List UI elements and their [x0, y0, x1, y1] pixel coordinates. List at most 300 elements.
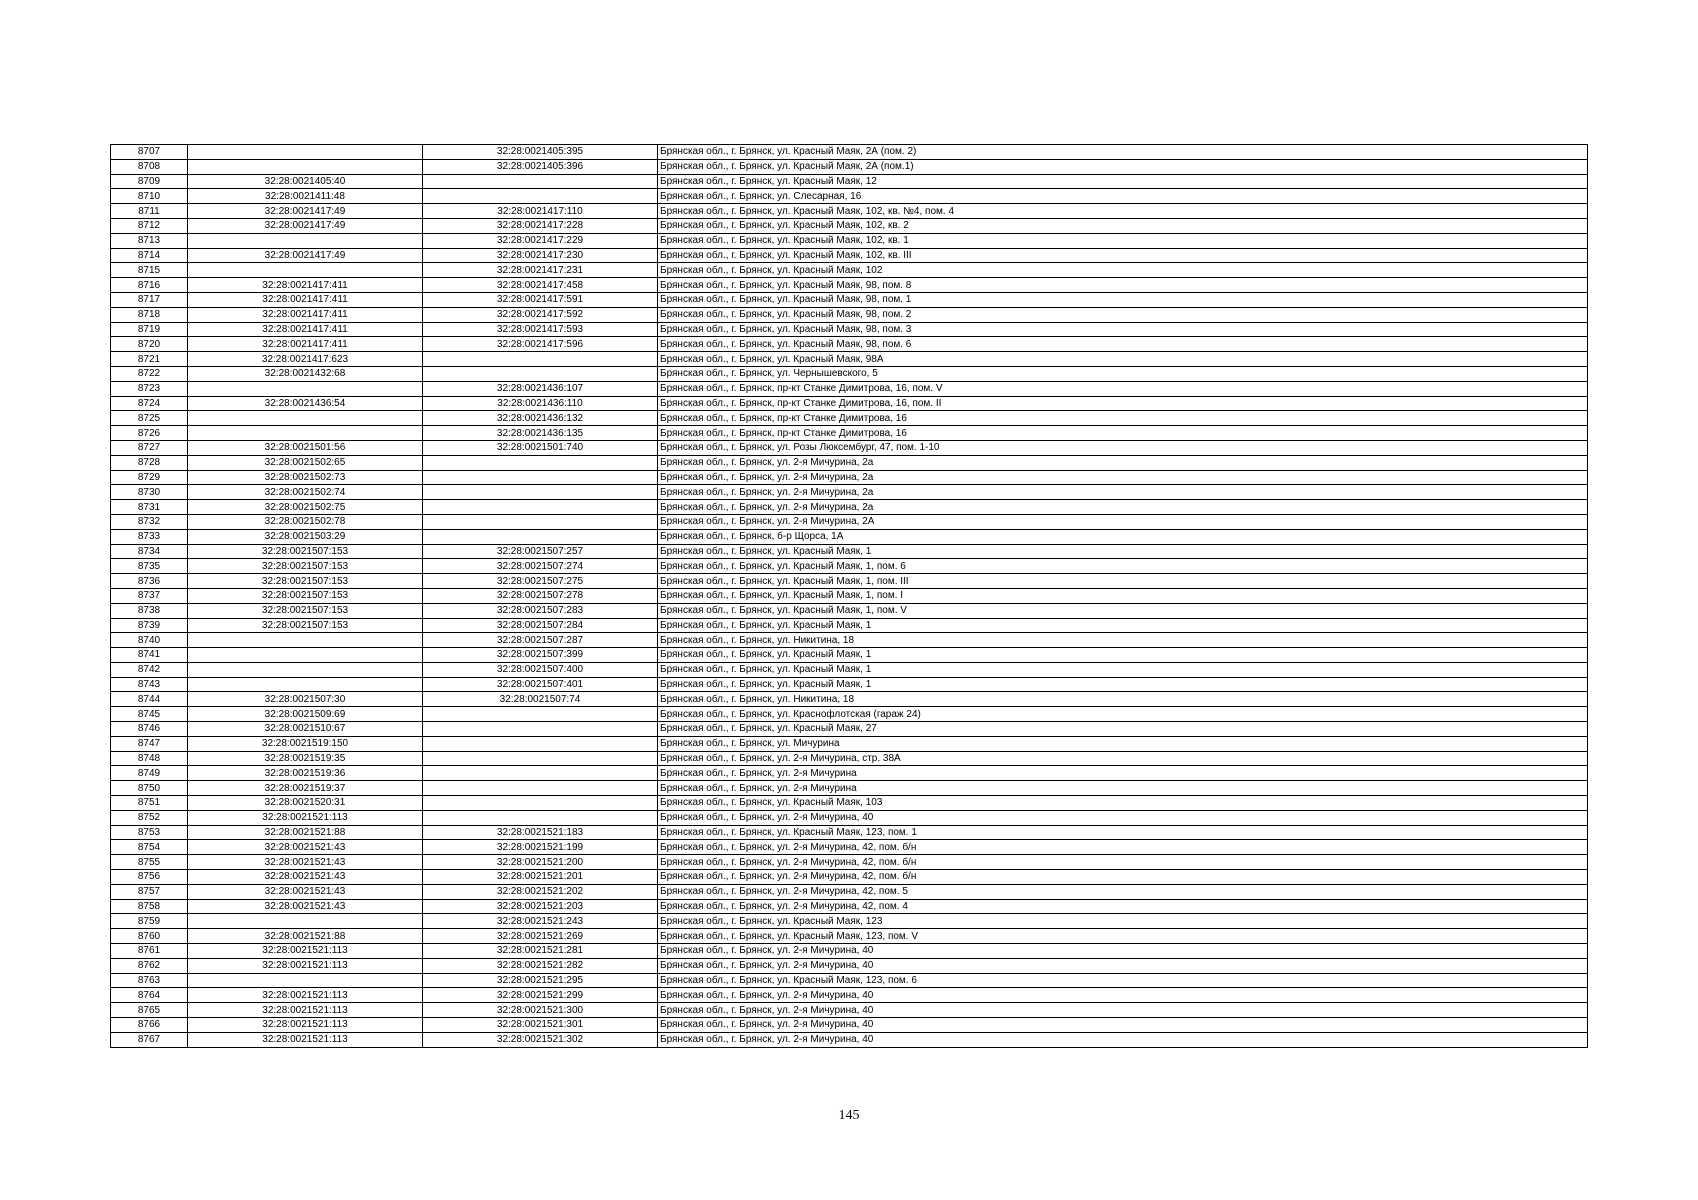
- object-cadastral-cell: [423, 189, 658, 204]
- land-cadastral-cell: [188, 233, 423, 248]
- object-cadastral-cell: 32:28:0021417:458: [423, 278, 658, 293]
- object-cadastral-cell: [423, 529, 658, 544]
- row-number-cell: 8767: [111, 1032, 188, 1047]
- land-cadastral-cell: 32:28:0021502:74: [188, 485, 423, 500]
- land-cadastral-cell: [188, 648, 423, 663]
- table-row: [111, 233, 1588, 248]
- object-cadastral-cell: 32:28:0021507:399: [423, 648, 658, 663]
- land-cadastral-cell: 32:28:0021417:49: [188, 218, 423, 233]
- row-number-cell: 8758: [111, 899, 188, 914]
- table-row: [111, 958, 1588, 973]
- table-row: [111, 929, 1588, 944]
- land-cadastral-cell: 32:28:0021507:153: [188, 618, 423, 633]
- object-cadastral-cell: 32:28:0021405:396: [423, 159, 658, 174]
- land-cadastral-cell: 32:28:0021519:35: [188, 751, 423, 766]
- row-number-cell: 8748: [111, 751, 188, 766]
- object-cadastral-cell: [423, 796, 658, 811]
- table-row: [111, 159, 1588, 174]
- table-body: [111, 145, 1588, 1048]
- object-cadastral-cell: 32:28:0021501:740: [423, 440, 658, 455]
- address-cell: Брянская обл., г. Брянск, ул. Красный Маяк, 1: [658, 677, 1588, 692]
- row-number-cell: 8720: [111, 337, 188, 352]
- land-cadastral-cell: [188, 914, 423, 929]
- land-cadastral-cell: 32:28:0021520:31: [188, 796, 423, 811]
- address-cell: Брянская обл., г. Брянск, пр-кт Станке Димитрова, 16: [658, 426, 1588, 441]
- table-row: [111, 500, 1588, 515]
- table-row: [111, 544, 1588, 559]
- table-row: [111, 411, 1588, 426]
- land-cadastral-cell: [188, 426, 423, 441]
- row-number-cell: 8733: [111, 529, 188, 544]
- row-number-cell: 8708: [111, 159, 188, 174]
- land-cadastral-cell: [188, 411, 423, 426]
- land-cadastral-cell: 32:28:0021417:49: [188, 204, 423, 219]
- land-cadastral-cell: 32:28:0021521:88: [188, 825, 423, 840]
- address-cell: Брянская обл., г. Брянск, ул. Красный Маяк, 1, пом. 6: [658, 559, 1588, 574]
- address-cell: Брянская обл., г. Брянск, ул. 2-я Мичурина, 42, пом. 4: [658, 899, 1588, 914]
- row-number-cell: 8764: [111, 988, 188, 1003]
- table-row: [111, 988, 1588, 1003]
- row-number-cell: 8707: [111, 145, 188, 160]
- row-number-cell: 8711: [111, 204, 188, 219]
- object-cadastral-cell: 32:28:0021521:199: [423, 840, 658, 855]
- land-cadastral-cell: [188, 662, 423, 677]
- object-cadastral-cell: [423, 470, 658, 485]
- row-number-cell: 8713: [111, 233, 188, 248]
- land-cadastral-cell: 32:28:0021502:73: [188, 470, 423, 485]
- object-cadastral-cell: 32:28:0021417:231: [423, 263, 658, 278]
- address-cell: Брянская обл., г. Брянск, ул. Чернышевского, 5: [658, 366, 1588, 381]
- object-cadastral-cell: [423, 514, 658, 529]
- object-cadastral-cell: 32:28:0021417:230: [423, 248, 658, 263]
- table-row: [111, 588, 1588, 603]
- row-number-cell: 8765: [111, 1003, 188, 1018]
- table-row: [111, 292, 1588, 307]
- address-cell: Брянская обл., г. Брянск, ул. Красный Маяк, 1, пом. III: [658, 574, 1588, 589]
- table-row: [111, 662, 1588, 677]
- table-row: [111, 337, 1588, 352]
- land-cadastral-cell: 32:28:0021507:153: [188, 559, 423, 574]
- address-cell: Брянская обл., г. Брянск, ул. 2-я Мичурина, 40: [658, 810, 1588, 825]
- address-cell: Брянская обл., г. Брянск, пр-кт Станке Димитрова, 16, пом. II: [658, 396, 1588, 411]
- row-number-cell: 8737: [111, 588, 188, 603]
- land-cadastral-cell: [188, 633, 423, 648]
- address-cell: Брянская обл., г. Брянск, ул. Красный Маяк, 102, кв. 1: [658, 233, 1588, 248]
- land-cadastral-cell: 32:28:0021521:88: [188, 929, 423, 944]
- address-cell: Брянская обл., г. Брянск, ул. 2-я Мичурина, 40: [658, 1018, 1588, 1033]
- table-row: [111, 381, 1588, 396]
- address-cell: Брянская обл., г. Брянск, ул. 2-я Мичурина: [658, 766, 1588, 781]
- address-cell: Брянская обл., г. Брянск, ул. 2-я Мичурина, 42, пом. б/н: [658, 840, 1588, 855]
- address-cell: Брянская обл., г. Брянск, ул. Красный Маяк, 123, пом. V: [658, 929, 1588, 944]
- object-cadastral-cell: 32:28:0021521:282: [423, 958, 658, 973]
- land-cadastral-cell: 32:28:0021502:78: [188, 514, 423, 529]
- row-number-cell: 8741: [111, 648, 188, 663]
- land-cadastral-cell: 32:28:0021509:69: [188, 707, 423, 722]
- address-cell: Брянская обл., г. Брянск, ул. Никитина, 18: [658, 633, 1588, 648]
- row-number-cell: 8742: [111, 662, 188, 677]
- object-cadastral-cell: 32:28:0021521:300: [423, 1003, 658, 1018]
- address-cell: Брянская обл., г. Брянск, ул. Красный Маяк, 1: [658, 544, 1588, 559]
- table-row: [111, 145, 1588, 160]
- object-cadastral-cell: 32:28:0021507:74: [423, 692, 658, 707]
- row-number-cell: 8740: [111, 633, 188, 648]
- table-row: [111, 263, 1588, 278]
- object-cadastral-cell: 32:28:0021507:274: [423, 559, 658, 574]
- row-number-cell: 8754: [111, 840, 188, 855]
- object-cadastral-cell: 32:28:0021521:302: [423, 1032, 658, 1047]
- table-row: [111, 707, 1588, 722]
- land-cadastral-cell: 32:28:0021417:411: [188, 337, 423, 352]
- object-cadastral-cell: [423, 455, 658, 470]
- address-cell: Брянская обл., г. Брянск, ул. Красный Маяк, 98, пом. 8: [658, 278, 1588, 293]
- table-row: [111, 440, 1588, 455]
- land-cadastral-cell: 32:28:0021417:411: [188, 307, 423, 322]
- object-cadastral-cell: [423, 174, 658, 189]
- land-cadastral-cell: [188, 263, 423, 278]
- row-number-cell: 8709: [111, 174, 188, 189]
- table-row: [111, 559, 1588, 574]
- row-number-cell: 8716: [111, 278, 188, 293]
- object-cadastral-cell: 32:28:0021507:401: [423, 677, 658, 692]
- table-row: [111, 722, 1588, 737]
- object-cadastral-cell: 32:28:0021507:400: [423, 662, 658, 677]
- row-number-cell: 8757: [111, 884, 188, 899]
- land-cadastral-cell: 32:28:0021521:113: [188, 1032, 423, 1047]
- table-row: [111, 914, 1588, 929]
- table-row: [111, 174, 1588, 189]
- row-number-cell: 8736: [111, 574, 188, 589]
- address-cell: Брянская обл., г. Брянск, ул. Красный Маяк, 1: [658, 618, 1588, 633]
- registry-table-container: [110, 144, 1587, 1048]
- object-cadastral-cell: 32:28:0021507:284: [423, 618, 658, 633]
- table-row: [111, 455, 1588, 470]
- address-cell: Брянская обл., г. Брянск, ул. Красный Маяк, 1: [658, 662, 1588, 677]
- address-cell: Брянская обл., г. Брянск, ул. 2-я Мичурина: [658, 781, 1588, 796]
- table-row: [111, 218, 1588, 233]
- land-cadastral-cell: 32:28:0021503:29: [188, 529, 423, 544]
- table-row: [111, 870, 1588, 885]
- row-number-cell: 8760: [111, 929, 188, 944]
- object-cadastral-cell: 32:28:0021507:283: [423, 603, 658, 618]
- row-number-cell: 8731: [111, 500, 188, 515]
- address-cell: Брянская обл., г. Брянск, ул. Красный Маяк, 1, пом. V: [658, 603, 1588, 618]
- land-cadastral-cell: 32:28:0021417:623: [188, 352, 423, 367]
- address-cell: Брянская обл., г. Брянск, ул. 2-я Мичурина, 40: [658, 988, 1588, 1003]
- land-cadastral-cell: 32:28:0021507:153: [188, 588, 423, 603]
- table-row: [111, 529, 1588, 544]
- row-number-cell: 8739: [111, 618, 188, 633]
- row-number-cell: 8756: [111, 870, 188, 885]
- row-number-cell: 8734: [111, 544, 188, 559]
- object-cadastral-cell: 32:28:0021417:591: [423, 292, 658, 307]
- table-row: [111, 973, 1588, 988]
- row-number-cell: 8719: [111, 322, 188, 337]
- row-number-cell: 8761: [111, 944, 188, 959]
- row-number-cell: 8744: [111, 692, 188, 707]
- row-number-cell: 8759: [111, 914, 188, 929]
- land-cadastral-cell: 32:28:0021507:153: [188, 574, 423, 589]
- address-cell: Брянская обл., г. Брянск, ул. Красный Маяк, 98, пом. 2: [658, 307, 1588, 322]
- address-cell: Брянская обл., г. Брянск, ул. Красный Маяк, 102, кв. III: [658, 248, 1588, 263]
- object-cadastral-cell: 32:28:0021521:243: [423, 914, 658, 929]
- address-cell: Брянская обл., г. Брянск, ул. Никитина, 18: [658, 692, 1588, 707]
- table-row: [111, 1032, 1588, 1047]
- table-row: [111, 470, 1588, 485]
- address-cell: Брянская обл., г. Брянск, ул. Красный Маяк, 98, пом. 1: [658, 292, 1588, 307]
- object-cadastral-cell: 32:28:0021417:596: [423, 337, 658, 352]
- address-cell: Брянская обл., г. Брянск, ул. Красный Маяк, 98, пом. 3: [658, 322, 1588, 337]
- table-row: [111, 899, 1588, 914]
- table-row: [111, 603, 1588, 618]
- object-cadastral-cell: [423, 722, 658, 737]
- row-number-cell: 8763: [111, 973, 188, 988]
- object-cadastral-cell: [423, 766, 658, 781]
- object-cadastral-cell: 32:28:0021405:395: [423, 145, 658, 160]
- address-cell: Брянская обл., г. Брянск, ул. Красный Маяк, 98А: [658, 352, 1588, 367]
- row-number-cell: 8727: [111, 440, 188, 455]
- address-cell: Брянская обл., г. Брянск, ул. Красный Маяк, 102, кв. 2: [658, 218, 1588, 233]
- table-row: [111, 307, 1588, 322]
- land-cadastral-cell: 32:28:0021521:113: [188, 944, 423, 959]
- object-cadastral-cell: 32:28:0021507:287: [423, 633, 658, 648]
- object-cadastral-cell: 32:28:0021521:203: [423, 899, 658, 914]
- table-row: [111, 189, 1588, 204]
- table-row: [111, 736, 1588, 751]
- row-number-cell: 8753: [111, 825, 188, 840]
- object-cadastral-cell: [423, 500, 658, 515]
- object-cadastral-cell: [423, 781, 658, 796]
- address-cell: Брянская обл., г. Брянск, б-р Щорса, 1А: [658, 529, 1588, 544]
- table-row: [111, 944, 1588, 959]
- land-cadastral-cell: 32:28:0021417:411: [188, 278, 423, 293]
- table-row: [111, 514, 1588, 529]
- object-cadastral-cell: 32:28:0021417:228: [423, 218, 658, 233]
- table-row: [111, 825, 1588, 840]
- row-number-cell: 8710: [111, 189, 188, 204]
- address-cell: Брянская обл., г. Брянск, ул. 2-я Мичурина, 40: [658, 1003, 1588, 1018]
- land-cadastral-cell: 32:28:0021405:40: [188, 174, 423, 189]
- table-row: [111, 840, 1588, 855]
- object-cadastral-cell: [423, 751, 658, 766]
- table-row: [111, 781, 1588, 796]
- address-cell: Брянская обл., г. Брянск, ул. Мичурина: [658, 736, 1588, 751]
- address-cell: Брянская обл., г. Брянск, ул. Красный Маяк, 102: [658, 263, 1588, 278]
- row-number-cell: 8752: [111, 810, 188, 825]
- land-cadastral-cell: [188, 381, 423, 396]
- object-cadastral-cell: [423, 366, 658, 381]
- row-number-cell: 8730: [111, 485, 188, 500]
- row-number-cell: 8729: [111, 470, 188, 485]
- table-row: [111, 766, 1588, 781]
- table-row: [111, 574, 1588, 589]
- table-row: [111, 677, 1588, 692]
- land-cadastral-cell: 32:28:0021519:150: [188, 736, 423, 751]
- object-cadastral-cell: [423, 707, 658, 722]
- address-cell: Брянская обл., г. Брянск, пр-кт Станке Димитрова, 16: [658, 411, 1588, 426]
- address-cell: Брянская обл., г. Брянск, ул. 2-я Мичурина, стр. 38А: [658, 751, 1588, 766]
- object-cadastral-cell: 32:28:0021436:110: [423, 396, 658, 411]
- address-cell: Брянская обл., г. Брянск, ул. Красный Маяк, 27: [658, 722, 1588, 737]
- table-row: [111, 796, 1588, 811]
- table-row: [111, 248, 1588, 263]
- address-cell: Брянская обл., г. Брянск, ул. Красный Маяк, 1: [658, 648, 1588, 663]
- address-cell: Брянская обл., г. Брянск, ул. Красный Маяк, 102, кв. №4, пом. 4: [658, 204, 1588, 219]
- land-cadastral-cell: 32:28:0021521:113: [188, 810, 423, 825]
- land-cadastral-cell: 32:28:0021521:43: [188, 870, 423, 885]
- row-number-cell: 8738: [111, 603, 188, 618]
- land-cadastral-cell: 32:28:0021417:411: [188, 292, 423, 307]
- address-cell: Брянская обл., г. Брянск, ул. Краснофлотская (гараж 24): [658, 707, 1588, 722]
- row-number-cell: 8743: [111, 677, 188, 692]
- row-number-cell: 8717: [111, 292, 188, 307]
- object-cadastral-cell: 32:28:0021521:202: [423, 884, 658, 899]
- table-row: [111, 751, 1588, 766]
- address-cell: Брянская обл., г. Брянск, ул. 2-я Мичурина, 2а: [658, 470, 1588, 485]
- object-cadastral-cell: [423, 736, 658, 751]
- object-cadastral-cell: 32:28:0021436:132: [423, 411, 658, 426]
- address-cell: Брянская обл., г. Брянск, ул. 2-я Мичурина, 42, пом. 5: [658, 884, 1588, 899]
- object-cadastral-cell: 32:28:0021521:183: [423, 825, 658, 840]
- table-row: [111, 278, 1588, 293]
- table-row: [111, 322, 1588, 337]
- land-cadastral-cell: 32:28:0021510:67: [188, 722, 423, 737]
- table-row: [111, 618, 1588, 633]
- address-cell: Брянская обл., г. Брянск, ул. Слесарная, 16: [658, 189, 1588, 204]
- row-number-cell: 8712: [111, 218, 188, 233]
- land-cadastral-cell: [188, 145, 423, 160]
- row-number-cell: 8721: [111, 352, 188, 367]
- address-cell: Брянская обл., г. Брянск, ул. Красный Маяк, 2А (пом.1): [658, 159, 1588, 174]
- land-cadastral-cell: 32:28:0021507:153: [188, 603, 423, 618]
- table-row: [111, 204, 1588, 219]
- row-number-cell: 8715: [111, 263, 188, 278]
- table-row: [111, 396, 1588, 411]
- land-cadastral-cell: 32:28:0021501:56: [188, 440, 423, 455]
- object-cadastral-cell: 32:28:0021521:201: [423, 870, 658, 885]
- land-cadastral-cell: 32:28:0021432:68: [188, 366, 423, 381]
- row-number-cell: 8732: [111, 514, 188, 529]
- address-cell: Брянская обл., г. Брянск, ул. Красный Маяк, 12: [658, 174, 1588, 189]
- table-row: [111, 1003, 1588, 1018]
- land-cadastral-cell: 32:28:0021521:113: [188, 958, 423, 973]
- table-row: [111, 692, 1588, 707]
- table-row: [111, 1018, 1588, 1033]
- land-cadastral-cell: 32:28:0021436:54: [188, 396, 423, 411]
- object-cadastral-cell: 32:28:0021417:592: [423, 307, 658, 322]
- row-number-cell: 8714: [111, 248, 188, 263]
- table-row: [111, 633, 1588, 648]
- land-cadastral-cell: [188, 973, 423, 988]
- land-cadastral-cell: 32:28:0021417:49: [188, 248, 423, 263]
- land-cadastral-cell: 32:28:0021521:43: [188, 840, 423, 855]
- row-number-cell: 8755: [111, 855, 188, 870]
- object-cadastral-cell: [423, 352, 658, 367]
- address-cell: Брянская обл., г. Брянск, ул. Красный Маяк, 123: [658, 914, 1588, 929]
- address-cell: Брянская обл., г. Брянск, ул. Красный Маяк, 123, пом. 6: [658, 973, 1588, 988]
- land-cadastral-cell: 32:28:0021521:43: [188, 899, 423, 914]
- land-cadastral-cell: 32:28:0021521:113: [188, 1003, 423, 1018]
- row-number-cell: 8747: [111, 736, 188, 751]
- address-cell: Брянская обл., г. Брянск, ул. Красный Маяк, 123, пом. 1: [658, 825, 1588, 840]
- row-number-cell: 8723: [111, 381, 188, 396]
- row-number-cell: 8751: [111, 796, 188, 811]
- object-cadastral-cell: 32:28:0021521:299: [423, 988, 658, 1003]
- table-row: [111, 884, 1588, 899]
- object-cadastral-cell: 32:28:0021507:275: [423, 574, 658, 589]
- object-cadastral-cell: 32:28:0021436:107: [423, 381, 658, 396]
- address-cell: Брянская обл., г. Брянск, ул. 2-я Мичурина, 2а: [658, 485, 1588, 500]
- table-row: [111, 366, 1588, 381]
- address-cell: Брянская обл., г. Брянск, ул. 2-я Мичурина, 42, пом. б/н: [658, 855, 1588, 870]
- row-number-cell: 8725: [111, 411, 188, 426]
- table-row: [111, 352, 1588, 367]
- land-cadastral-cell: 32:28:0021507:30: [188, 692, 423, 707]
- address-cell: Брянская обл., г. Брянск, ул. Красный Маяк, 2А (пом. 2): [658, 145, 1588, 160]
- land-cadastral-cell: 32:28:0021502:75: [188, 500, 423, 515]
- address-cell: Брянская обл., г. Брянск, пр-кт Станке Димитрова, 16, пом. V: [658, 381, 1588, 396]
- land-cadastral-cell: 32:28:0021521:43: [188, 855, 423, 870]
- land-cadastral-cell: 32:28:0021417:411: [188, 322, 423, 337]
- object-cadastral-cell: 32:28:0021521:295: [423, 973, 658, 988]
- table-row: [111, 648, 1588, 663]
- land-cadastral-cell: 32:28:0021502:65: [188, 455, 423, 470]
- address-cell: Брянская обл., г. Брянск, ул. Розы Люксембург, 47, пом. 1-10: [658, 440, 1588, 455]
- table-row: [111, 485, 1588, 500]
- row-number-cell: 8724: [111, 396, 188, 411]
- row-number-cell: 8728: [111, 455, 188, 470]
- row-number-cell: 8722: [111, 366, 188, 381]
- row-number-cell: 8749: [111, 766, 188, 781]
- object-cadastral-cell: 32:28:0021507:278: [423, 588, 658, 603]
- row-number-cell: 8746: [111, 722, 188, 737]
- row-number-cell: 8735: [111, 559, 188, 574]
- land-cadastral-cell: 32:28:0021507:153: [188, 544, 423, 559]
- land-cadastral-cell: [188, 677, 423, 692]
- land-cadastral-cell: 32:28:0021519:37: [188, 781, 423, 796]
- page-number: 145: [838, 1108, 860, 1123]
- row-number-cell: 8762: [111, 958, 188, 973]
- row-number-cell: 8750: [111, 781, 188, 796]
- object-cadastral-cell: [423, 810, 658, 825]
- land-cadastral-cell: [188, 159, 423, 174]
- address-cell: Брянская обл., г. Брянск, ул. 2-я Мичурина, 2А: [658, 514, 1588, 529]
- object-cadastral-cell: 32:28:0021521:301: [423, 1018, 658, 1033]
- object-cadastral-cell: 32:28:0021436:135: [423, 426, 658, 441]
- row-number-cell: 8726: [111, 426, 188, 441]
- land-cadastral-cell: 32:28:0021521:113: [188, 1018, 423, 1033]
- row-number-cell: 8745: [111, 707, 188, 722]
- address-cell: Брянская обл., г. Брянск, ул. 2-я Мичурина, 2а: [658, 500, 1588, 515]
- address-cell: Брянская обл., г. Брянск, ул. Красный Маяк, 1, пом. I: [658, 588, 1588, 603]
- land-cadastral-cell: 32:28:0021519:36: [188, 766, 423, 781]
- object-cadastral-cell: [423, 485, 658, 500]
- table-row: [111, 426, 1588, 441]
- address-cell: Брянская обл., г. Брянск, ул. 2-я Мичурина, 40: [658, 958, 1588, 973]
- land-cadastral-cell: 32:28:0021411:48: [188, 189, 423, 204]
- row-number-cell: 8718: [111, 307, 188, 322]
- object-cadastral-cell: 32:28:0021417:593: [423, 322, 658, 337]
- table-row: [111, 855, 1588, 870]
- address-cell: Брянская обл., г. Брянск, ул. Красный Маяк, 103: [658, 796, 1588, 811]
- registry-table: [110, 144, 1588, 1048]
- object-cadastral-cell: 32:28:0021507:257: [423, 544, 658, 559]
- address-cell: Брянская обл., г. Брянск, ул. 2-я Мичурина, 2а: [658, 455, 1588, 470]
- object-cadastral-cell: 32:28:0021521:269: [423, 929, 658, 944]
- address-cell: Брянская обл., г. Брянск, ул. 2-я Мичурина, 40: [658, 944, 1588, 959]
- object-cadastral-cell: 32:28:0021417:229: [423, 233, 658, 248]
- object-cadastral-cell: 32:28:0021521:200: [423, 855, 658, 870]
